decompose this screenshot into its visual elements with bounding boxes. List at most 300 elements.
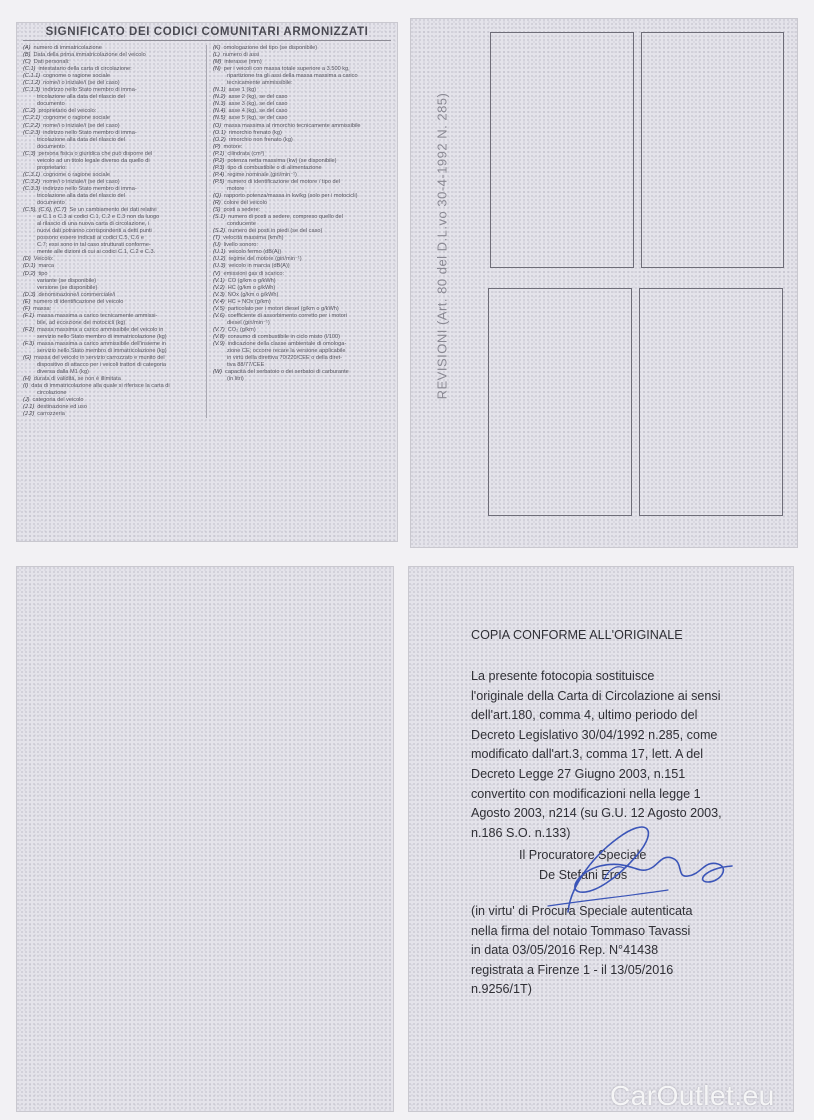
code-label: (V.8) <box>213 333 225 340</box>
code-line <box>23 256 200 263</box>
code-description: numero di identificazione del motore / tipo del <box>227 178 340 185</box>
code-label: (F.1) <box>23 312 35 319</box>
code-description: indirizzo nello Stato membro di imma- <box>43 185 137 192</box>
code-description: interasse (mm) <box>224 59 262 66</box>
code-line <box>23 108 200 115</box>
code-description: servizio nello Stato membro di immatricolazione (kg) <box>37 333 167 340</box>
codes-right-column <box>207 45 391 418</box>
code-description: nuovi dati potranno corrispondenti a detti punti <box>37 228 152 235</box>
code-line <box>213 221 391 228</box>
code-line <box>213 369 391 376</box>
code-label: (T) <box>213 235 221 242</box>
code-description: particolato per i motori diesel (g/km o g/kWh) <box>227 305 339 312</box>
code-line <box>23 306 200 313</box>
code-description: bile, ad eccezione dei motocicli (kg) <box>37 319 126 326</box>
code-description: numero di assi <box>222 52 260 59</box>
code-description: HC (g/km o g/kWh) <box>227 284 276 291</box>
code-label: (C) <box>23 59 31 66</box>
code-line <box>213 292 391 299</box>
code-description: carrozzeria <box>37 411 65 418</box>
code-line <box>23 383 200 390</box>
code-description: regime nominale (giri/min⁻¹) <box>227 171 297 178</box>
code-line <box>213 235 391 242</box>
code-label: (U) <box>213 242 221 249</box>
certified-copy-line: modificato dall'art.3, comma 17, lett. A del <box>471 747 704 762</box>
code-description: massa del veicolo in servizio carrozzato e munito del <box>34 355 165 362</box>
code-label: (C.3) <box>23 150 36 157</box>
code-line <box>23 186 200 193</box>
code-description: documento <box>37 143 65 150</box>
code-description: tricolazione alla data del rilascio del <box>37 94 125 101</box>
code-line <box>213 362 391 369</box>
code-description: massa: <box>33 305 52 312</box>
code-line <box>213 249 391 256</box>
codes-left-column <box>23 45 207 418</box>
code-line <box>213 137 391 144</box>
code-description: data di immatricolazione alla quale si riferisce la carta di <box>31 383 170 390</box>
signer-name: De Stefani Eros <box>539 867 628 882</box>
code-line <box>23 341 200 348</box>
code-line <box>23 348 200 355</box>
code-description: documento <box>37 200 65 207</box>
code-line <box>213 334 391 341</box>
certified-copy-line: Agosto 2003, n214 (su G.U. 12 Agosto 2003, <box>471 806 722 821</box>
code-line <box>213 108 391 115</box>
code-description: numero di identificazione del veicolo <box>33 298 124 305</box>
code-description: variante (se disponibile) <box>37 277 97 284</box>
code-label: (D.2) <box>23 270 36 277</box>
code-label: (A) <box>23 45 31 51</box>
code-label: (V.6) <box>213 312 225 319</box>
code-line <box>213 306 391 313</box>
code-label: (P.3) <box>213 164 225 171</box>
code-description: asse 3 (kg), se del caso <box>228 101 288 108</box>
code-description: Data della prima immatricolazione del veicolo <box>33 52 146 59</box>
code-label: (C.1.2) <box>23 80 41 87</box>
code-label: (K) <box>213 45 221 51</box>
code-description: numero di posti a sedere, compreso quello del <box>228 214 343 221</box>
code-line <box>23 299 200 306</box>
code-description: consumo di combustibile in ciclo misto (l/100) <box>227 333 340 340</box>
code-line <box>23 179 200 186</box>
code-line <box>23 59 200 66</box>
revisions-vertical-label: REVISIONI (Art. 80 del D.L.vo 30-4-1992 N. 285) <box>434 92 450 400</box>
code-description: posti a sedere: <box>223 207 261 214</box>
code-description: veicolo ad un titolo legale diverso da quello di <box>37 157 150 164</box>
code-label: (S.2) <box>213 228 226 235</box>
code-label: (V.3) <box>213 291 225 298</box>
code-description: tipo <box>38 270 48 277</box>
code-line <box>213 123 391 130</box>
code-description: velocità massima (km/h) <box>223 235 284 242</box>
code-line <box>213 151 391 158</box>
code-line <box>23 80 200 87</box>
code-line <box>213 101 391 108</box>
certified-copy-body <box>471 667 771 843</box>
code-line <box>23 362 200 369</box>
code-description: diesel (giri/min⁻¹) <box>227 319 270 326</box>
code-line <box>213 299 391 306</box>
code-line <box>213 172 391 179</box>
code-label: (S) <box>213 207 221 214</box>
code-line <box>23 200 200 207</box>
code-description: cognome o ragione sociale <box>43 115 110 122</box>
code-line <box>23 45 200 52</box>
code-description: indirizzo nello Stato membro di imma- <box>43 129 137 136</box>
revision-stamp-box <box>641 32 784 268</box>
code-line <box>213 200 391 207</box>
code-description: indicazione della classe ambientale di omologa- <box>227 340 347 347</box>
code-description: asse 4 (kg), se del caso <box>228 108 288 115</box>
code-line <box>213 165 391 172</box>
code-line <box>23 165 200 172</box>
code-description: proprietario: <box>37 164 67 171</box>
procura-note-line: registrata a Firenze 1 - il 13/05/2016 <box>471 962 674 977</box>
code-description: NOx (g/km o g/kWh) <box>227 291 279 298</box>
code-label: (V.7) <box>213 326 225 333</box>
code-description: cognome o ragione sociale <box>43 171 110 178</box>
code-description: tipo di combustibile o di alimentazione <box>227 164 322 171</box>
code-line <box>213 179 391 186</box>
revision-stamp-box <box>490 32 634 268</box>
code-label: (J) <box>23 397 30 404</box>
certified-copy-line: dell'art.180, comma 4, ultimo periodo del <box>471 708 698 723</box>
code-label: (P.1) <box>213 150 225 157</box>
code-description: (in litri) <box>227 376 244 383</box>
code-label: (J.1) <box>23 404 35 411</box>
code-line <box>23 397 200 404</box>
code-line <box>23 137 200 144</box>
code-label: (P.2) <box>213 157 225 164</box>
certified-copy-line: Decreto Legge 27 Giugno 2003, n.151 <box>471 766 686 781</box>
code-line <box>213 59 391 66</box>
code-description: mente alle dizioni di cui ai codici C.1, C.2 e C.3. <box>37 249 156 256</box>
code-label: (W) <box>213 369 223 376</box>
code-description: colore del veicolo <box>223 200 267 207</box>
code-label: (Q) <box>213 192 222 199</box>
code-label: (M) <box>213 59 222 66</box>
code-description: CO₂ (g/km) <box>227 326 256 333</box>
code-description: intestatario della carta di circolazione: <box>38 66 132 73</box>
code-line <box>23 115 200 122</box>
code-line <box>23 278 200 285</box>
code-line <box>23 101 200 108</box>
certified-copy-line: n.186 S.O. n.133) <box>471 825 571 840</box>
code-line <box>23 94 200 101</box>
code-line <box>213 355 391 362</box>
code-description: rimorchio frenato (kg) <box>228 129 282 136</box>
code-label: (F.2) <box>23 326 35 333</box>
code-description: rimorchio non frenato (kg) <box>228 136 293 143</box>
code-description: tricolazione alla data del rilascio del <box>37 192 125 199</box>
code-description: durata di validità, se non è illimitata <box>33 376 121 383</box>
code-line <box>213 45 391 52</box>
code-label: (U.3) <box>213 263 226 270</box>
revision-stamp-box <box>488 288 632 516</box>
code-label: (O) <box>213 122 222 129</box>
code-label: (E) <box>23 298 31 305</box>
code-label: (V.5) <box>213 305 225 312</box>
code-label: (L) <box>213 52 220 59</box>
code-description: massa massima a carico tecnicamente ammissi- <box>37 312 158 319</box>
code-description: tiva 88/77/CEE <box>227 362 265 369</box>
procura-note-line: in data 03/05/2016 Rep. N°41438 <box>471 943 659 958</box>
code-line <box>23 130 200 137</box>
code-description: dispositivo di attacco per i veicoli trattori di categoria <box>37 362 167 369</box>
code-line <box>213 271 391 278</box>
code-line <box>23 404 200 411</box>
blank-panel <box>16 566 394 1112</box>
certified-copy-line: convertito con modificazioni nella legge 1 <box>471 786 701 801</box>
code-line <box>23 123 200 130</box>
certified-copy-line: l'originale della Carta di Circolazione ai sensi <box>471 688 721 703</box>
code-label: (R) <box>213 200 221 207</box>
code-label: (O.2) <box>213 136 226 143</box>
code-line <box>213 115 391 122</box>
code-description: emissioni gas di scarico: <box>223 270 285 277</box>
code-label: (V.1) <box>213 277 225 284</box>
code-line <box>213 327 391 334</box>
code-description: potenza netta massima (kw) (se disponibile) <box>227 157 337 164</box>
code-line <box>23 87 200 94</box>
code-label: (F) <box>23 305 31 312</box>
code-label: (C.1) <box>23 66 36 73</box>
code-description: coefficiente di assorbimento corretto per i motori <box>227 312 348 319</box>
code-description: per i veicoli con massa totale superiore a 3.500 kg, <box>223 66 350 73</box>
code-description: veicolo in marcia (dB(A)) <box>228 263 290 270</box>
code-label: (G) <box>23 355 32 362</box>
code-label: (U.1) <box>213 249 226 256</box>
code-line <box>23 228 200 235</box>
signer-title: Il Procuratore Speciale <box>519 848 647 862</box>
code-label: (C.3.3) <box>23 185 41 192</box>
code-description: circolazione <box>37 390 67 397</box>
code-line <box>23 158 200 165</box>
code-description: asse 5 (kg), se del caso <box>228 115 288 122</box>
code-label: (C.2.1) <box>23 115 41 122</box>
code-label: (B) <box>23 52 31 59</box>
code-description: tricolazione alla data del rilascio del <box>37 136 125 143</box>
code-label: (P.5) <box>213 178 225 185</box>
code-label: (D) <box>23 256 31 263</box>
code-label: (D.1) <box>23 263 36 270</box>
code-label: (N.3) <box>213 101 226 108</box>
code-line <box>23 242 200 249</box>
code-line <box>23 334 200 341</box>
code-description: numero di immatricolazione <box>33 45 102 51</box>
code-label: (V.4) <box>213 298 225 305</box>
code-description: HC + NOx (g/km) <box>227 298 271 305</box>
code-description: C.7; essi sono in tal caso strutturati conforme- <box>37 242 151 249</box>
code-description: asse 2 (kg), se del caso <box>228 94 288 101</box>
code-line <box>213 242 391 249</box>
code-line <box>213 73 391 80</box>
code-description: tecnicamente ammissibile: <box>227 80 293 87</box>
code-description: asse 1 (kg) <box>228 87 257 94</box>
code-label: (N.1) <box>213 87 226 94</box>
code-label: (C.2) <box>23 108 36 115</box>
code-line <box>213 285 391 292</box>
code-description: denominazione/i commerciale/i <box>38 291 116 298</box>
code-label: (S.1) <box>213 214 226 221</box>
code-description: ai C.1 o C.3 ai codici C.1, C.2 e C.3 non da luogo <box>37 214 160 221</box>
code-description: diversa dalla M1 (kg) <box>37 369 89 376</box>
code-description: nome/i o iniziale/i (se del caso) <box>43 122 120 129</box>
code-line <box>213 320 391 327</box>
code-line <box>23 271 200 278</box>
caroutlet-watermark: CarOutlet.eu <box>610 1080 775 1111</box>
code-description: in virtù della direttiva 70/220/CEE o della diret- <box>227 355 343 362</box>
code-line <box>23 369 200 376</box>
code-description: Se un cambiamento dei dati relativi <box>69 207 157 214</box>
code-line <box>213 348 391 355</box>
code-label: (C.1.3) <box>23 87 41 94</box>
code-label: (F.3) <box>23 340 35 347</box>
certified-copy-line: Decreto Legislativo 30/04/1992 n.285, come <box>471 727 718 742</box>
code-label: (V.9) <box>213 340 225 347</box>
code-description: possono essere indicati ai codici C.5, C.6 e <box>37 235 144 242</box>
code-line <box>23 327 200 334</box>
code-line <box>23 313 200 320</box>
code-description: zione CE; occorre recare la versione applicabile <box>227 348 346 355</box>
code-description: destinazione ed uso <box>37 404 87 411</box>
code-description: categoria del veicolo <box>32 397 84 404</box>
code-line <box>23 292 200 299</box>
code-line <box>213 66 391 73</box>
code-description: marca <box>38 263 54 270</box>
code-line <box>213 376 391 383</box>
code-description: rapporto potenza/massa in kw/kg (solo per i motocicli) <box>224 192 358 199</box>
code-line <box>213 186 391 193</box>
code-line <box>23 263 200 270</box>
code-description: massa massima a carico ammissibile del veicolo in <box>37 326 164 333</box>
code-line <box>23 235 200 242</box>
certified-copy-heading: COPIA CONFORME ALL'ORIGINALE <box>471 628 683 642</box>
procura-note-line: (in virtu' di Procura Speciale autenticata <box>471 904 693 918</box>
code-description: cilindrata (cm³) <box>227 150 265 157</box>
code-label: (P) <box>213 143 221 150</box>
code-description: ripartizione tra gli assi della massa massima a carico <box>227 73 358 80</box>
code-label: (N.2) <box>213 94 226 101</box>
code-label: (D.3) <box>23 291 36 298</box>
code-line <box>213 52 391 59</box>
code-line <box>23 214 200 221</box>
code-line <box>23 144 200 151</box>
code-description: numero dei posti in piedi (se del caso) <box>228 228 323 235</box>
code-description: documento <box>37 101 65 108</box>
code-label: (H) <box>23 376 31 383</box>
code-description: regime del motore (giri/min⁻¹) <box>228 256 302 263</box>
code-description: persona fisica o giuridica che può disporre del <box>38 150 153 157</box>
code-line <box>23 221 200 228</box>
code-description: motore: <box>223 143 243 150</box>
code-line <box>213 256 391 263</box>
certified-copy-line: La presente fotocopia sostituisce <box>471 669 655 683</box>
code-label: (I) <box>23 383 29 390</box>
code-label: (O.1) <box>213 129 226 136</box>
code-description: proprietario del veicolo: <box>38 108 97 115</box>
code-line <box>213 193 391 200</box>
code-description: omologazione del tipo (se disponibile) <box>223 45 318 51</box>
code-description: versione (se disponibile) <box>37 284 98 291</box>
code-line <box>23 52 200 59</box>
procura-note-line: nella firma del notaio Tommaso Tavassi <box>471 923 691 938</box>
code-description: indirizzo nello Stato membro di imma- <box>43 87 137 94</box>
code-description: veicolo fermo (dB(A)) <box>228 249 282 256</box>
code-label: (C.3.1) <box>23 171 41 178</box>
code-line <box>213 130 391 137</box>
code-label: (U.2) <box>213 256 226 263</box>
code-line <box>23 172 200 179</box>
code-line <box>23 376 200 383</box>
code-line <box>213 158 391 165</box>
code-label: (N) <box>213 66 221 73</box>
code-description: motore <box>227 185 245 192</box>
code-line <box>213 144 391 151</box>
code-line <box>213 214 391 221</box>
code-line <box>213 278 391 285</box>
code-line <box>213 228 391 235</box>
code-line <box>213 80 391 87</box>
code-line <box>23 390 200 397</box>
code-label: (N.5) <box>213 115 226 122</box>
code-line <box>213 313 391 320</box>
code-line <box>23 207 200 214</box>
procura-note-line: n.9256/1T) <box>471 982 532 997</box>
code-line <box>23 66 200 73</box>
code-line <box>23 151 200 158</box>
procura-note <box>471 902 761 1000</box>
code-label: (V.2) <box>213 284 225 291</box>
code-label: (J.2) <box>23 411 35 418</box>
code-description: nome/i o iniziale/i (se del caso) <box>43 178 120 185</box>
code-description: capacità del serbatoio o dei serbatoi di carburante <box>225 369 349 376</box>
code-label: (C.5), (C.6), (C.7) <box>23 207 67 214</box>
code-label: (C.2.2) <box>23 122 41 129</box>
code-description: massa massima al rimorchio tecnicamente ammissibile <box>224 122 361 129</box>
code-line <box>213 207 391 214</box>
code-description: Veicolo: <box>33 256 54 263</box>
codes-legend-panel <box>16 22 398 542</box>
code-description: nome/i o iniziale/i (se del caso) <box>43 80 120 87</box>
code-label: (V) <box>213 270 221 277</box>
code-description: conducente <box>227 221 256 228</box>
revision-stamp-box <box>639 288 783 516</box>
code-description: livello sonoro: <box>223 242 258 249</box>
code-line <box>213 94 391 101</box>
codes-legend-title: SIGNIFICATO DEI CODICI COMUNITARI ARMONIZZATI <box>23 26 391 41</box>
code-description: servizio nello Stato membro di immatricolazione (kg) <box>37 348 167 355</box>
code-label: (C.3.2) <box>23 178 41 185</box>
code-description: massa massima a carico ammissibile dell'insieme in <box>37 340 166 347</box>
code-description: CO (g/km o g/kWh) <box>227 277 276 284</box>
code-line <box>213 263 391 270</box>
code-line <box>23 320 200 327</box>
code-line <box>213 341 391 348</box>
code-label: (C.2.3) <box>23 129 41 136</box>
code-line <box>23 249 200 256</box>
code-label: (P.4) <box>213 171 225 178</box>
code-line <box>23 411 200 418</box>
code-label: (N.4) <box>213 108 226 115</box>
code-line <box>23 73 200 80</box>
code-line <box>23 193 200 200</box>
code-line <box>23 285 200 292</box>
code-label: (C.1.1) <box>23 73 41 80</box>
code-line <box>23 355 200 362</box>
code-description: Dati personali: <box>33 59 70 66</box>
code-line <box>213 87 391 94</box>
